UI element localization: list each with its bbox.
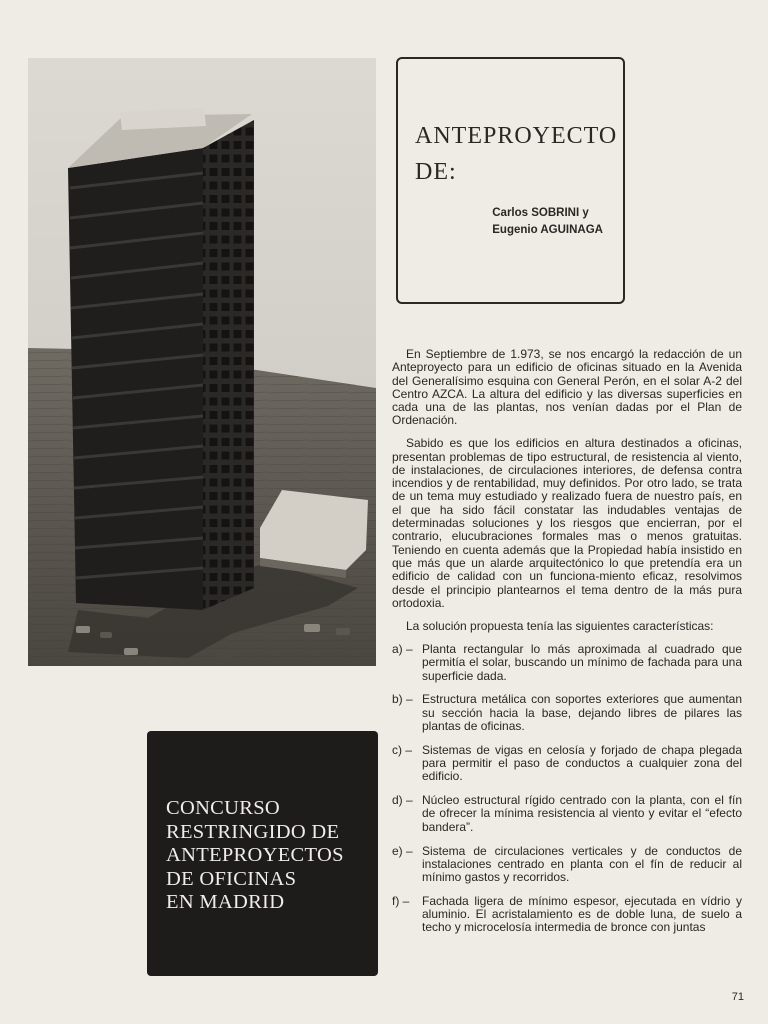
list-label: d) –: [392, 793, 413, 808]
list-label: f) –: [392, 893, 410, 908]
list-text: Núcleo estructural rígido centrado con la planta, con el fín de ofrecer la mínima resistencia al viento y evitar el “efecto bandera”.: [422, 793, 742, 834]
author-2: Eugenio AGUINAGA: [492, 224, 603, 236]
authors: [492, 205, 603, 239]
contest-title-box: [147, 731, 378, 976]
contest-line-5: EN MADRID: [166, 891, 285, 913]
contest-line-2: RESTRINGIDO DE: [166, 820, 340, 843]
author-1: Carlos SOBRINI y: [492, 207, 589, 219]
list-text: Estructura metálica con soportes exteriores que aumentan su sección hacia la base, dejando libres de pilares las plantas de oficinas.: [422, 692, 742, 733]
contest-line-4: DE OFICINAS: [166, 867, 297, 890]
title-line-2: DE:: [415, 159, 457, 185]
paragraph: La solución propuesta tenía las siguientes características:: [406, 618, 714, 633]
list-item: [392, 744, 742, 784]
list-text: Planta rectangular lo más aproximada al cuadrado que permitía el solar, buscando un mínimo de fachada para una superficie dada.: [422, 641, 742, 683]
list-label: e) –: [392, 843, 413, 858]
list-item: [392, 895, 742, 935]
paragraph: En Septiembre de 1.973, se nos encargó la redacción de un Anteproyecto para un edificio de oficinas situado en la Avenida del Generalísimo esquina con General Perón, en el solar A-2 del Centro AZCA. La altura del edificio y las diversas superficies en cada una de las plantas, nos venían dadas por el Plan de Ordenación.: [392, 347, 742, 428]
list-text: Fachada ligera de mínimo espesor, ejecutada en vídrio y aluminio. El acristalamiento es de doble luna, de suelo a techo y microcelosía intermedia de bronce con juntas: [422, 893, 742, 935]
article-body: [392, 348, 742, 945]
contest-line-1: CONCURSO: [166, 797, 281, 819]
contest-title: [166, 797, 344, 915]
list-item: [392, 693, 742, 733]
list-item: [392, 845, 742, 885]
title-box: [396, 57, 625, 304]
page-number: 71: [731, 991, 744, 1003]
list-label: b) –: [392, 692, 413, 707]
list-text: Sistemas de vigas en celosía y forjado de chapa plegada para permitir el paso de conductos a cualquier zona del edificio.: [422, 742, 742, 784]
title-line-1: ANTEPROYECTO: [415, 123, 618, 149]
building-model-photo: [28, 58, 376, 666]
list-item: [392, 794, 742, 834]
list-label: a) –: [392, 641, 413, 656]
list-text: Sistema de circulaciones verticales y de conductos de instalaciones centrado en planta con el fín de reducir al mínimo gastos y recorridos.: [422, 843, 742, 885]
contest-line-3: ANTEPROYECTOS: [166, 844, 344, 866]
paragraph: Sabido es que los edificios en altura destinados a oficinas, presentan problemas de tipo estructural, de resistencia al viento, de instalaciones, de circulaciones interiores, de defensa contra incendios y de rentabilidad, muy definidos. Por otro lado, se trata de un tema muy estudiado y realizado fuera de nuestro país, en el que ha sido fácil constatar las indudables ventajas de determinadas soluciones y los riesgos que encierran, por el contrario, elucubraciones formales mas o menos gratuitas. Teniendo en cuenta además que la Propiedad había insistido en que más que un alarde arquitectónico lo que pretendía era un edificio de calidad con un funciona-miento eficaz, resolvimos desde el principio plantearnos el tema dentro de la más pura ortodoxia.: [392, 436, 742, 610]
list-item: [392, 643, 742, 683]
list-label: c) –: [392, 742, 413, 757]
